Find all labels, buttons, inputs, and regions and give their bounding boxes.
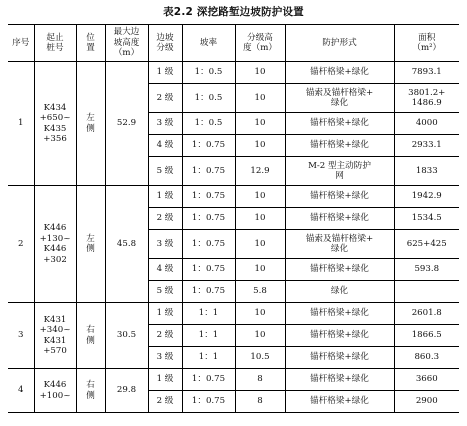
cell-slope: 1：1 [182,325,235,347]
cell-grade-height: 10 [235,325,285,347]
cell-grade: 1 级 [148,186,182,208]
cell-grade-height: 10.5 [235,347,285,369]
cell-grade: 5 级 [148,157,182,186]
cell-area: 1833 [394,157,459,186]
cell-form: 锚索及锚杆格梁+ 绿化 [285,84,394,113]
cell-seq: 3 [8,303,34,369]
cell-grade-height: 10 [235,135,285,157]
cell-stake: K431 +340~ K431 +570 [34,303,76,369]
cell-stake: K434 +650~ K435 +356 [34,62,76,186]
cell-grade: 4 级 [148,259,182,281]
cell-slope: 1：0.75 [182,230,235,259]
cell-slope: 1：0.75 [182,391,235,413]
cell-slope: 1：0.75 [182,369,235,391]
cell-grade-height: 10 [235,303,285,325]
cell-grade-height: 8 [235,391,285,413]
cell-grade: 3 级 [148,347,182,369]
cell-position: 右 侧 [76,369,105,413]
header-seq: 序号 [8,25,34,62]
cell-position: 右 侧 [76,303,105,369]
header-position: 位 置 [76,25,105,62]
cell-slope: 1：0.5 [182,62,235,84]
cell-grade-height: 10 [235,186,285,208]
cell-grade: 2 级 [148,391,182,413]
cell-grade: 3 级 [148,230,182,259]
cell-stake: K446 +100~ [34,369,76,413]
cell-form: 锚杆格梁+绿化 [285,325,394,347]
cell-grade: 1 级 [148,369,182,391]
cell-position: 左 侧 [76,186,105,303]
cell-area: 1866.5 [394,325,459,347]
cell-form: M-2 型主动防护 网 [285,157,394,186]
cell-grade: 4 级 [148,135,182,157]
header-area: 面积 （m²） [394,25,459,62]
cell-grade-height: 5.8 [235,281,285,303]
cell-form: 锚杆格梁+绿化 [285,186,394,208]
header-grade-height: 分级高 度（m） [235,25,285,62]
cell-grade-height: 10 [235,84,285,113]
header-protection-form: 防护形式 [285,25,394,62]
cell-form: 锚杆格梁+绿化 [285,259,394,281]
cell-slope: 1：1 [182,347,235,369]
cell-grade-height: 10 [235,62,285,84]
cell-grade-height: 10 [235,230,285,259]
cell-area: 1534.5 [394,208,459,230]
table-row [8,303,459,325]
cell-form: 锚杆格梁+绿化 [285,113,394,135]
cell-stake: K446 +130~ K446 +302 [34,186,76,303]
cell-form: 锚杆格梁+绿化 [285,391,394,413]
cell-slope: 1：0.75 [182,281,235,303]
cell-area: 860.3 [394,347,459,369]
cell-slope: 1：0.75 [182,157,235,186]
slope-protection-table [8,24,459,413]
cell-form: 锚杆格梁+绿化 [285,369,394,391]
table-row [8,186,459,208]
cell-grade-height: 8 [235,369,285,391]
cell-area: 625+425 [394,230,459,259]
cell-area: 2601.8 [394,303,459,325]
cell-position: 左 侧 [76,62,105,186]
cell-grade: 2 级 [148,325,182,347]
cell-grade: 5 级 [148,281,182,303]
cell-area: 2900 [394,391,459,413]
cell-grade-height: 10 [235,208,285,230]
cell-slope: 1：0.75 [182,186,235,208]
cell-slope: 1：0.5 [182,113,235,135]
cell-form: 锚杆格梁+绿化 [285,135,394,157]
table-row [8,369,459,391]
table-row [8,62,459,84]
cell-form: 锚杆格梁+绿化 [285,347,394,369]
cell-max-height: 30.5 [105,303,148,369]
cell-area [394,281,459,303]
header-row [8,25,459,62]
cell-grade: 1 级 [148,62,182,84]
cell-area: 1942.9 [394,186,459,208]
cell-slope: 1：0.75 [182,259,235,281]
cell-max-height: 45.8 [105,186,148,303]
cell-grade-height: 10 [235,259,285,281]
cell-area: 4000 [394,113,459,135]
cell-slope: 1：1 [182,303,235,325]
table-title: 表2.2 深挖路堑边坡防护设置 [163,6,304,18]
cell-seq: 1 [8,62,34,186]
cell-grade-height: 10 [235,113,285,135]
cell-grade: 2 级 [148,84,182,113]
header-max-height: 最大边 坡高度 （m） [105,25,148,62]
header-grade: 边坡 分级 [148,25,182,62]
cell-area: 593.8 [394,259,459,281]
cell-slope: 1：0.75 [182,135,235,157]
cell-area: 2933.1 [394,135,459,157]
cell-grade-height: 12.9 [235,157,285,186]
cell-form: 绿化 [285,281,394,303]
header-stake: 起止 桩号 [34,25,76,62]
cell-seq: 4 [8,369,34,413]
cell-grade: 3 级 [148,113,182,135]
cell-form: 锚杆格梁+绿化 [285,62,394,84]
cell-slope: 1：0.5 [182,84,235,113]
cell-form: 锚索及锚杆格梁+ 绿化 [285,230,394,259]
cell-grade: 1 级 [148,303,182,325]
cell-max-height: 52.9 [105,62,148,186]
cell-area: 3660 [394,369,459,391]
cell-seq: 2 [8,186,34,303]
cell-form: 锚杆格梁+绿化 [285,303,394,325]
cell-max-height: 29.8 [105,369,148,413]
header-slope-ratio: 坡率 [182,25,235,62]
cell-area: 3801.2+ 1486.9 [394,84,459,113]
cell-slope: 1：0.75 [182,208,235,230]
cell-grade: 2 级 [148,208,182,230]
cell-area: 7893.1 [394,62,459,84]
cell-form: 锚杆格梁+绿化 [285,208,394,230]
